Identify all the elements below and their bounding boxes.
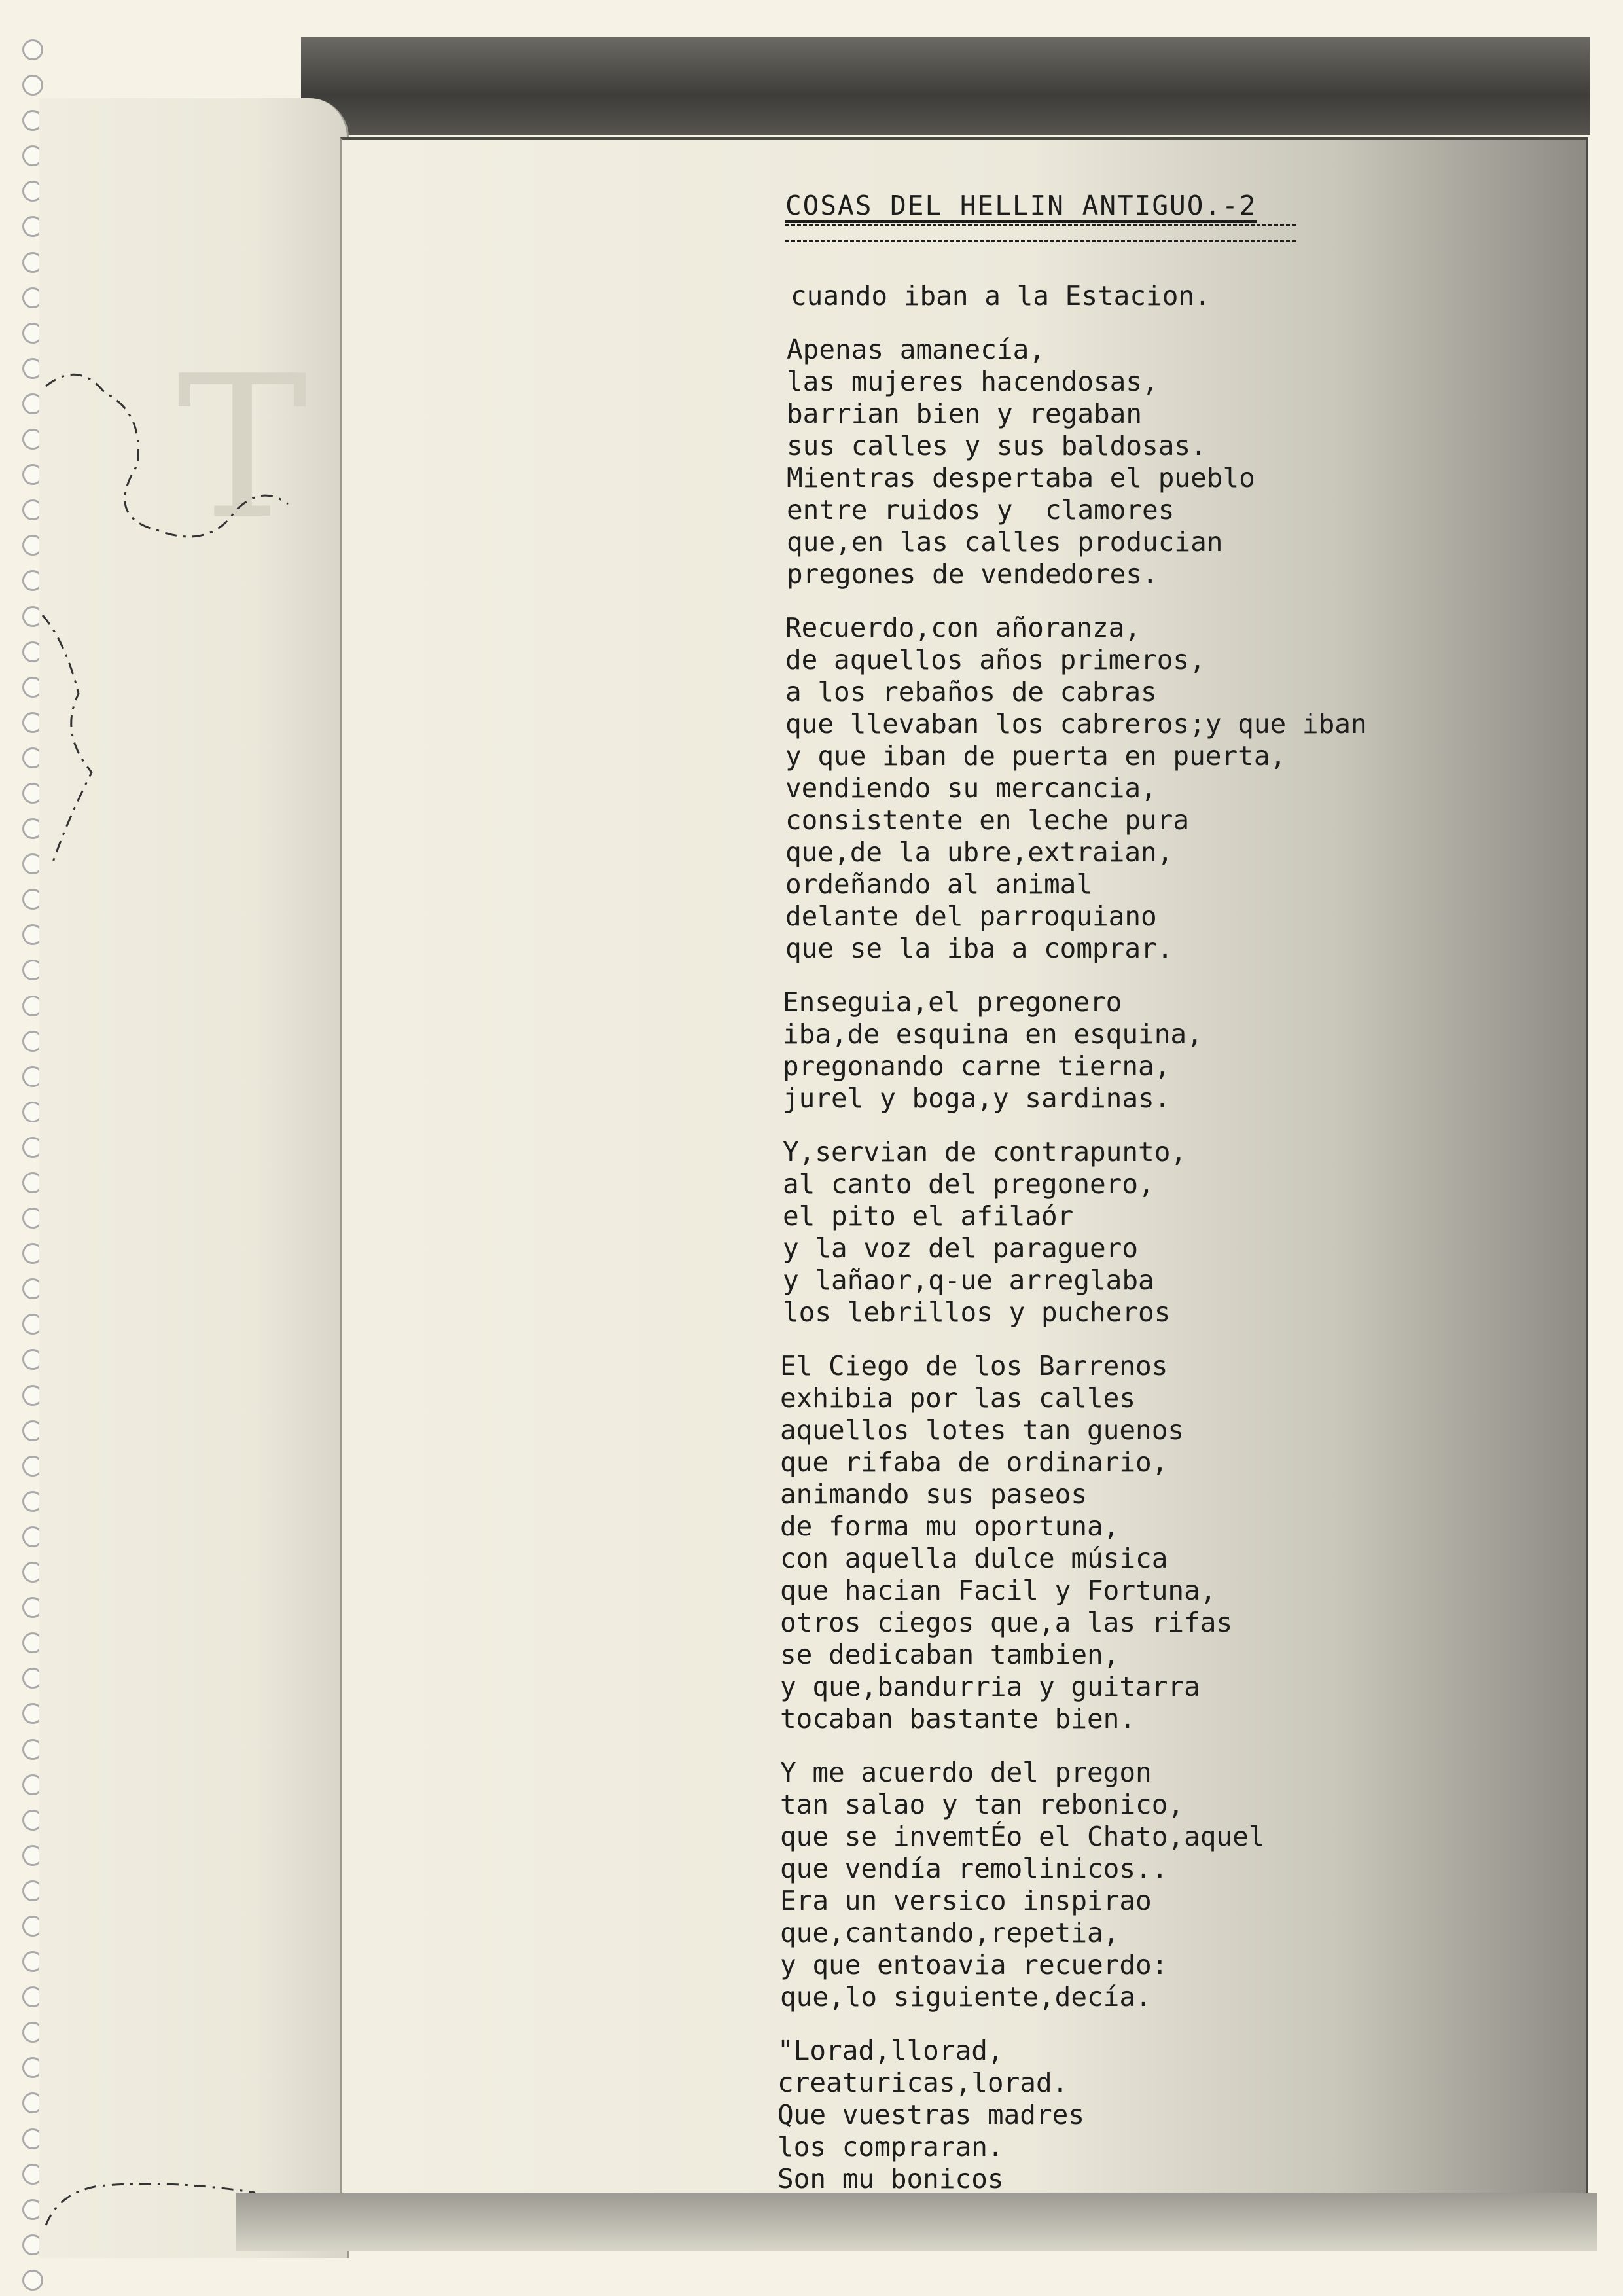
poem-line: y lañaor,q-ue arreglaba: [783, 1265, 1154, 1296]
poem-line: que,de la ubre,extraian,: [785, 836, 1173, 868]
stanza: [771, 2035, 1517, 2195]
poem-line: que se invemtÉo el Chato,aquel: [780, 1821, 1265, 1852]
poem-line: aquellos lotes tan guenos: [780, 1414, 1185, 1446]
faded-letter: T: [177, 334, 308, 562]
poem-line: tan salao y tan rebonico,: [780, 1789, 1185, 1820]
poem-line: Mientras despertaba el pueblo: [787, 462, 1255, 493]
poem-line: cuando iban a la Estacion.: [791, 280, 1211, 312]
poem-line: que,cantando,repetia,: [780, 1917, 1120, 1948]
poem-line: a los rebaños de cabras: [785, 676, 1157, 708]
typed-poem: [771, 190, 1517, 2217]
title-rule: [785, 224, 1296, 242]
spiral-ring: [22, 2270, 43, 2291]
stanza: [771, 1136, 1517, 1329]
poem-line: que,lo siguiente,decía.: [780, 1981, 1152, 2013]
poem-line: entre ruidos y clamores: [787, 494, 1175, 526]
stanza: [771, 612, 1517, 965]
spiral-ring: [22, 39, 43, 60]
poem-line: Era un versico inspirao: [780, 1885, 1152, 1916]
stanza: [771, 1350, 1517, 1735]
poem-line: vendiendo su mercancia,: [785, 772, 1157, 804]
poem-line: el pito el afilaór: [783, 1200, 1074, 1232]
poem-line: otros ciegos que,a las rifas: [780, 1607, 1233, 1638]
stanza: [771, 986, 1517, 1115]
poem-line: jurel y boga,y sardinas.: [783, 1083, 1171, 1114]
poem-line: que se la iba a comprar.: [785, 933, 1173, 964]
poem-line: y la voz del paraguero: [783, 1232, 1139, 1264]
poem-line: pregones de vendedores.: [787, 558, 1158, 590]
photocopy-top-band: [301, 37, 1590, 135]
stanza: [771, 334, 1517, 590]
poem-line: que rifaba de ordinario,: [780, 1446, 1168, 1478]
poem-line: Que vuestras madres: [777, 2099, 1084, 2130]
poem-line: los compraran.: [777, 2131, 1004, 2162]
poem-line: barrian bien y regaban: [787, 398, 1143, 429]
poem-line: Y me acuerdo del pregon: [780, 1757, 1152, 1788]
poem-line: de aquellos años primeros,: [785, 644, 1205, 675]
spiral-ring: [22, 75, 43, 96]
poem-line: Apenas amanecía,: [787, 334, 1045, 365]
stanza: [771, 280, 1517, 312]
poem-line: tocaban bastante bien.: [780, 1703, 1136, 1734]
poem-line: que vendía remolinicos..: [780, 1853, 1168, 1884]
poem-line: exhibia por las calles: [780, 1382, 1136, 1414]
poem-line: al canto del pregonero,: [783, 1168, 1154, 1200]
poem-line: consistente en leche pura: [785, 804, 1190, 836]
poem-line: ordeñando al animal: [785, 869, 1092, 900]
poem-line: pregonando carne tierna,: [783, 1050, 1171, 1082]
page-title: COSAS DEL HELLIN ANTIGUO.-2: [785, 190, 1257, 221]
poem-line: El Ciego de los Barrenos: [780, 1350, 1168, 1382]
poem-line: iba,de esquina en esquina,: [783, 1018, 1203, 1050]
stanza: [771, 1757, 1517, 2013]
poem-line: "Lorad,llorad,: [777, 2035, 1004, 2066]
poem-line: las mujeres hacendosas,: [787, 366, 1158, 397]
poem-line: Y,servian de contrapunto,: [783, 1136, 1187, 1168]
poem-line: de forma mu oportuna,: [780, 1511, 1120, 1542]
poem-line: y que,bandurria y guitarra: [780, 1671, 1200, 1702]
poem-line: sus calles y sus baldosas.: [787, 430, 1207, 461]
poem-line: y que entoavia recuerdo:: [780, 1949, 1168, 1981]
poem-line: Recuerdo,con añoranza,: [785, 612, 1141, 643]
poem-line: que llevaban los cabreros;y que iban: [785, 708, 1367, 740]
poem-line: los lebrillos y pucheros: [783, 1297, 1171, 1328]
poem-line: que hacian Facil y Fortuna,: [780, 1575, 1217, 1606]
poem-line: con aquella dulce música: [780, 1543, 1168, 1574]
poem-line: animando sus paseos: [780, 1479, 1087, 1510]
poem-line: que,en las calles producian: [787, 526, 1223, 558]
poem-body: [771, 280, 1517, 2195]
poem-line: Son mu bonicos: [777, 2163, 1004, 2195]
poem-line: Enseguia,el pregonero: [783, 986, 1122, 1018]
poem-line: delante del parroquiano: [785, 901, 1157, 932]
poem-line: y que iban de puerta en puerta,: [785, 740, 1287, 772]
poem-line: se dedicaban tambien,: [780, 1639, 1120, 1670]
map-outline-decoration: [39, 367, 340, 2265]
poem-line: creaturicas,lorad.: [777, 2067, 1069, 2098]
